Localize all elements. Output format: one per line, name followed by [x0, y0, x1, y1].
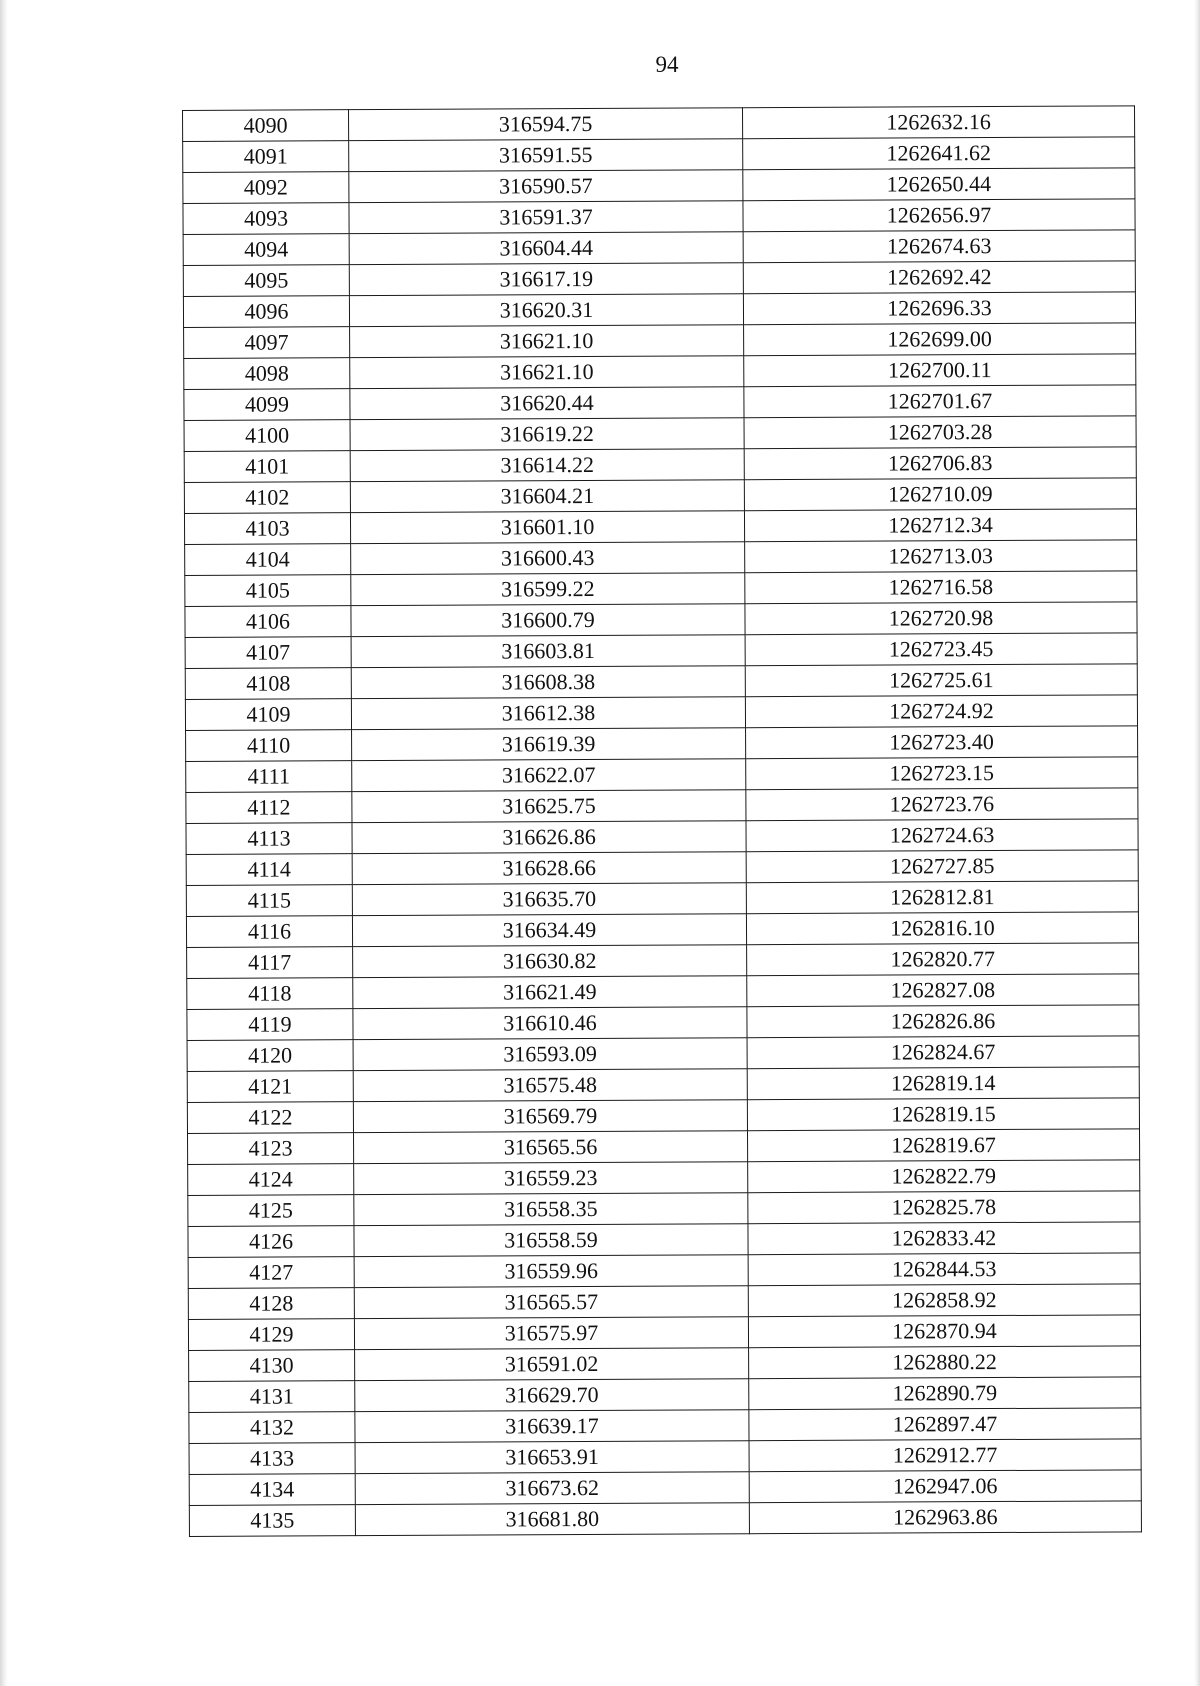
point-number-cell: 4103: [184, 513, 350, 545]
x-coordinate-cell: 316603.81: [351, 635, 745, 668]
x-coordinate-cell: 316608.38: [351, 666, 745, 699]
point-number-cell: 4102: [184, 482, 350, 514]
scan-edge-right: [1194, 0, 1200, 1686]
point-number-cell: 4104: [185, 544, 351, 576]
y-coordinate-cell: 1262725.61: [745, 664, 1137, 697]
table-row: [184, 416, 1136, 452]
y-coordinate-cell: 1262723.40: [746, 726, 1138, 759]
table-row: [187, 943, 1139, 979]
x-coordinate-cell: 316599.22: [351, 573, 745, 606]
table-row: [189, 1408, 1141, 1444]
point-number-cell: 4133: [189, 1443, 355, 1475]
point-number-cell: 4098: [184, 358, 350, 390]
x-coordinate-cell: 316591.02: [355, 1348, 749, 1381]
point-number-cell: 4127: [188, 1257, 354, 1289]
x-coordinate-cell: 316619.22: [350, 418, 744, 451]
point-number-cell: 4093: [183, 203, 349, 235]
point-number-cell: 4130: [189, 1350, 355, 1382]
x-coordinate-cell: 316620.44: [350, 387, 744, 420]
point-number-cell: 4117: [187, 947, 353, 979]
x-coordinate-cell: 316593.09: [353, 1038, 747, 1071]
table-row: [183, 199, 1135, 235]
x-coordinate-cell: 316617.19: [349, 263, 743, 296]
point-number-cell: 4114: [186, 854, 352, 886]
point-number-cell: 4115: [186, 885, 352, 917]
table-row: [183, 106, 1135, 142]
table-row: [188, 1284, 1140, 1320]
x-coordinate-cell: 316565.56: [353, 1131, 747, 1164]
y-coordinate-cell: 1262723.45: [745, 633, 1137, 666]
x-coordinate-cell: 316565.57: [354, 1286, 748, 1319]
point-number-cell: 4094: [183, 234, 349, 266]
y-coordinate-cell: 1262819.15: [747, 1098, 1139, 1131]
y-coordinate-cell: 1262712.34: [744, 509, 1136, 542]
y-coordinate-cell: 1262812.81: [746, 881, 1138, 914]
table-row: [186, 819, 1138, 855]
page-number: 94: [655, 52, 679, 77]
point-number-cell: 4118: [187, 978, 353, 1010]
table-row: [188, 1160, 1140, 1196]
point-number-cell: 4122: [187, 1102, 353, 1134]
x-coordinate-cell: 316629.70: [355, 1379, 749, 1412]
point-number-cell: 4101: [184, 451, 350, 483]
y-coordinate-cell: 1262822.79: [748, 1160, 1140, 1193]
x-coordinate-cell: 316591.55: [349, 139, 743, 172]
table-row: [184, 478, 1136, 514]
table-row: [188, 1253, 1140, 1289]
x-coordinate-cell: 316600.79: [351, 604, 745, 637]
point-number-cell: 4113: [186, 823, 352, 855]
point-number-cell: 4095: [183, 265, 349, 297]
x-coordinate-cell: 316681.80: [355, 1503, 749, 1536]
y-coordinate-cell: 1262897.47: [749, 1408, 1141, 1441]
x-coordinate-cell: 316590.57: [349, 170, 743, 203]
y-coordinate-cell: 1262720.98: [745, 602, 1137, 635]
point-number-cell: 4121: [187, 1071, 353, 1103]
y-coordinate-cell: 1262699.00: [744, 323, 1136, 356]
y-coordinate-cell: 1262824.67: [747, 1036, 1139, 1069]
y-coordinate-cell: 1262825.78: [748, 1191, 1140, 1224]
y-coordinate-cell: 1262641.62: [743, 137, 1135, 170]
y-coordinate-cell: 1262947.06: [749, 1470, 1141, 1503]
point-number-cell: 4107: [185, 637, 351, 669]
table-row: [186, 881, 1138, 917]
point-number-cell: 4110: [186, 730, 352, 762]
x-coordinate-cell: 316559.96: [354, 1255, 748, 1288]
point-number-cell: 4106: [185, 606, 351, 638]
table-row: [185, 695, 1137, 731]
y-coordinate-cell: 1262723.76: [746, 788, 1138, 821]
table-row: [183, 168, 1135, 204]
table-row: [189, 1346, 1141, 1382]
y-coordinate-cell: 1262890.79: [749, 1377, 1141, 1410]
y-coordinate-cell: 1262819.67: [747, 1129, 1139, 1162]
table-row: [186, 726, 1138, 762]
table-row: [188, 1222, 1140, 1258]
y-coordinate-cell: 1262674.63: [743, 230, 1135, 263]
table-row: [184, 385, 1136, 421]
point-number-cell: 4090: [183, 110, 349, 142]
x-coordinate-cell: 316559.23: [354, 1162, 748, 1195]
x-coordinate-cell: 316630.82: [353, 945, 747, 978]
x-coordinate-cell: 316558.35: [354, 1193, 748, 1226]
table-row: [189, 1439, 1141, 1475]
point-number-cell: 4128: [188, 1288, 354, 1320]
y-coordinate-cell: 1262701.67: [744, 385, 1136, 418]
point-number-cell: 4116: [186, 916, 352, 948]
y-coordinate-cell: 1262703.28: [744, 416, 1136, 449]
x-coordinate-cell: 316569.79: [353, 1100, 747, 1133]
y-coordinate-cell: 1262816.10: [746, 912, 1138, 945]
y-coordinate-cell: 1262963.86: [749, 1501, 1141, 1534]
table-row: [188, 1191, 1140, 1227]
point-number-cell: 4111: [186, 761, 352, 793]
point-number-cell: 4125: [188, 1195, 354, 1227]
table-row: [187, 1036, 1139, 1072]
x-coordinate-cell: 316628.66: [352, 852, 746, 885]
x-coordinate-cell: 316604.44: [349, 232, 743, 265]
table-row: [185, 633, 1137, 669]
table-row: [186, 850, 1138, 886]
point-number-cell: 4091: [183, 141, 349, 173]
y-coordinate-cell: 1262706.83: [744, 447, 1136, 480]
table-row: [185, 664, 1137, 700]
table-row: [189, 1501, 1141, 1537]
point-number-cell: 4131: [189, 1381, 355, 1413]
table-row: [188, 1129, 1140, 1165]
y-coordinate-cell: 1262632.16: [742, 106, 1134, 139]
y-coordinate-cell: 1262656.97: [743, 199, 1135, 232]
table-row: [186, 912, 1138, 948]
point-number-cell: 4124: [188, 1164, 354, 1196]
point-number-cell: 4120: [187, 1040, 353, 1072]
x-coordinate-cell: 316601.10: [350, 511, 744, 544]
table-row: [187, 974, 1139, 1010]
table-row: [184, 323, 1136, 359]
y-coordinate-cell: 1262696.33: [743, 292, 1135, 325]
point-number-cell: 4097: [184, 327, 350, 359]
y-coordinate-cell: 1262727.85: [746, 850, 1138, 883]
point-number-cell: 4132: [189, 1412, 355, 1444]
y-coordinate-cell: 1262880.22: [749, 1346, 1141, 1379]
y-coordinate-cell: 1262870.94: [748, 1315, 1140, 1348]
table-row: [183, 137, 1135, 173]
y-coordinate-cell: 1262710.09: [744, 478, 1136, 511]
x-coordinate-cell: 316591.37: [349, 201, 743, 234]
y-coordinate-cell: 1262820.77: [747, 943, 1139, 976]
x-coordinate-cell: 316626.86: [352, 821, 746, 854]
y-coordinate-cell: 1262724.63: [746, 819, 1138, 852]
x-coordinate-cell: 316622.07: [352, 759, 746, 792]
x-coordinate-cell: 316653.91: [355, 1441, 749, 1474]
point-number-cell: 4119: [187, 1009, 353, 1041]
point-number-cell: 4123: [188, 1133, 354, 1165]
scan-edge-left: [0, 0, 8, 1686]
x-coordinate-cell: 316604.21: [350, 480, 744, 513]
x-coordinate-cell: 316620.31: [349, 294, 743, 327]
y-coordinate-cell: 1262912.77: [749, 1439, 1141, 1472]
table-row: [186, 788, 1138, 824]
x-coordinate-cell: 316612.38: [351, 697, 745, 730]
point-number-cell: 4134: [189, 1474, 355, 1506]
x-coordinate-cell: 316621.10: [350, 325, 744, 358]
point-number-cell: 4099: [184, 389, 350, 421]
table-row: [185, 571, 1137, 607]
y-coordinate-cell: 1262713.03: [745, 540, 1137, 573]
point-number-cell: 4105: [185, 575, 351, 607]
table-row: [185, 540, 1137, 576]
y-coordinate-cell: 1262650.44: [743, 168, 1135, 201]
x-coordinate-cell: 316625.75: [352, 790, 746, 823]
table-row: [187, 1067, 1139, 1103]
point-number-cell: 4109: [185, 699, 351, 731]
x-coordinate-cell: 316673.62: [355, 1472, 749, 1505]
point-number-cell: 4135: [189, 1505, 355, 1537]
point-number-cell: 4129: [188, 1319, 354, 1351]
table-row: [188, 1315, 1140, 1351]
y-coordinate-cell: 1262819.14: [747, 1067, 1139, 1100]
table-row: [183, 292, 1135, 328]
x-coordinate-cell: 316610.46: [353, 1007, 747, 1040]
y-coordinate-cell: 1262827.08: [747, 974, 1139, 1007]
point-number-cell: 4108: [185, 668, 351, 700]
y-coordinate-cell: 1262700.11: [744, 354, 1136, 387]
x-coordinate-cell: 316621.10: [350, 356, 744, 389]
y-coordinate-cell: 1262724.92: [745, 695, 1137, 728]
x-coordinate-cell: 316619.39: [352, 728, 746, 761]
table-row: [184, 447, 1136, 483]
x-coordinate-cell: 316614.22: [350, 449, 744, 482]
table-row: [183, 261, 1135, 297]
x-coordinate-cell: 316621.49: [353, 976, 747, 1009]
coordinates-table-body: [183, 106, 1142, 1537]
x-coordinate-cell: 316634.49: [352, 914, 746, 947]
y-coordinate-cell: 1262716.58: [745, 571, 1137, 604]
table-row: [187, 1098, 1139, 1134]
x-coordinate-cell: 316600.43: [351, 542, 745, 575]
y-coordinate-cell: 1262858.92: [748, 1284, 1140, 1317]
point-number-cell: 4100: [184, 420, 350, 452]
point-number-cell: 4126: [188, 1226, 354, 1258]
y-coordinate-cell: 1262723.15: [746, 757, 1138, 790]
table-row: [186, 757, 1138, 793]
y-coordinate-cell: 1262844.53: [748, 1253, 1140, 1286]
y-coordinate-cell: 1262833.42: [748, 1222, 1140, 1255]
point-number-cell: 4092: [183, 172, 349, 204]
x-coordinate-cell: 316575.97: [354, 1317, 748, 1350]
point-number-cell: 4112: [186, 792, 352, 824]
table-row: [184, 354, 1136, 390]
table-row: [183, 230, 1135, 266]
x-coordinate-cell: 316639.17: [355, 1410, 749, 1443]
table-row: [189, 1377, 1141, 1413]
x-coordinate-cell: 316575.48: [353, 1069, 747, 1102]
x-coordinate-cell: 316594.75: [349, 108, 743, 141]
table-row: [185, 602, 1137, 638]
coordinates-table: [182, 105, 1142, 1537]
table-row: [184, 509, 1136, 545]
table-row: [187, 1005, 1139, 1041]
point-number-cell: 4096: [183, 296, 349, 328]
x-coordinate-cell: 316558.59: [354, 1224, 748, 1257]
y-coordinate-cell: 1262826.86: [747, 1005, 1139, 1038]
table-row: [189, 1470, 1141, 1506]
x-coordinate-cell: 316635.70: [352, 883, 746, 916]
y-coordinate-cell: 1262692.42: [743, 261, 1135, 294]
